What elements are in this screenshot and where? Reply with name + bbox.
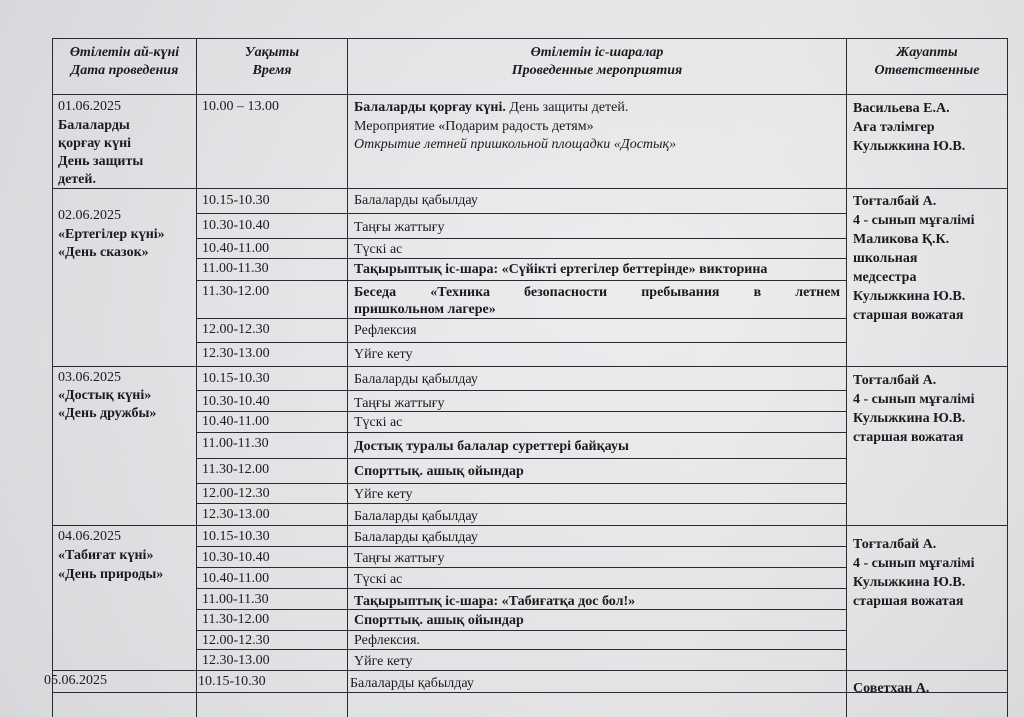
schedule-time: 10.40-11.00 <box>202 414 270 429</box>
table-border-right <box>1007 38 1008 717</box>
row-line <box>196 280 847 281</box>
day4-title-line: «Табиғат күні» <box>58 548 154 563</box>
schedule-activity: Таңғы жаттығу <box>354 220 445 235</box>
day1-bottom-line <box>52 188 1008 189</box>
schedule-time: 10.15-10.30 <box>198 674 266 689</box>
row-line <box>196 546 847 547</box>
schedule-time: 10.30-10.40 <box>202 394 270 409</box>
table-border-top <box>52 38 1008 39</box>
day3-responsible: Кулыжкина Ю.В. <box>853 411 966 426</box>
day1-event-line1 <box>354 98 628 117</box>
day4-responsible: Кулыжкина Ю.В. <box>853 575 966 590</box>
day1-title-line: қорғау күні <box>58 136 132 151</box>
day1-event-bold: Балаларды қорғау күні. <box>354 100 506 115</box>
schedule-activity: Тақырыптық іс-шара: «Табиғатқа дос бол!» <box>354 594 636 609</box>
day5-responsible: Советхан А. <box>853 681 930 696</box>
row-line <box>196 258 847 259</box>
day4-responsible: 4 - сынып мұғалімі <box>853 556 975 571</box>
day2-bottom-line <box>52 366 1008 367</box>
col-divider-time-events <box>347 38 348 717</box>
col-divider-date-time <box>196 38 197 717</box>
schedule-activity: Үйге кету <box>354 347 413 362</box>
schedule-time: 10.40-11.00 <box>202 571 270 586</box>
schedule-activity: Түскі ас <box>354 572 403 587</box>
schedule-activity: Таңғы жаттығу <box>354 396 445 411</box>
row-line <box>196 483 847 484</box>
day4-title-line: «День природы» <box>58 567 164 582</box>
day3-title-line: «День дружбы» <box>58 406 157 421</box>
schedule-activity: Түскі ас <box>354 415 403 430</box>
day2-responsible: 4 - сынып мұғалімі <box>853 213 975 228</box>
schedule-time: 12.00-12.30 <box>202 486 270 501</box>
schedule-activity: Балаларды қабылдау <box>350 676 474 691</box>
day3-title-line: «Достық күні» <box>58 388 152 403</box>
schedule-activity: Спорттық. ашық ойындар <box>354 613 524 628</box>
schedule-time: 10.30-10.40 <box>202 218 270 233</box>
day2-title-line: «День сказок» <box>58 245 149 260</box>
schedule-activity: Түскі ас <box>354 242 403 257</box>
day2-responsible: школьная <box>853 251 918 266</box>
row-line <box>196 432 847 433</box>
day2-title-line: «Ертегілер күні» <box>58 227 165 242</box>
schedule-time: 12.00-12.30 <box>202 633 270 648</box>
row-line <box>196 588 847 589</box>
schedule-time: 10.30-10.40 <box>202 550 270 565</box>
day3-bottom-line <box>52 525 1008 526</box>
day2-responsible: Маликова Қ.К. <box>853 232 950 247</box>
day2-date: 02.06.2025 <box>58 208 121 223</box>
day2-responsible: старшая вожатая <box>853 308 964 323</box>
day2-responsible: медсестра <box>853 270 917 285</box>
row-line <box>196 649 847 650</box>
schedule-time: 11.30-12.00 <box>202 612 270 627</box>
day3-date: 03.06.2025 <box>58 370 121 385</box>
day1-responsible: Васильева Е.А. <box>853 101 950 116</box>
day1-title-line: Балаларды <box>58 118 130 133</box>
schedule-activity: Беседа «Техника безопасности пребывания в летнем <box>354 285 840 300</box>
day1-title-line: детей. <box>58 172 96 187</box>
header-events-ru: Проведенные мероприятия <box>511 63 683 78</box>
day1-responsible: Аға тәлімгер <box>853 120 935 135</box>
schedule-time: 11.00-11.30 <box>202 436 269 451</box>
day1-responsible: Кулыжкина Ю.В. <box>853 139 966 154</box>
schedule-activity: Спорттық. ашық ойындар <box>354 464 524 479</box>
day1-title-line: День защиты <box>58 154 144 169</box>
header-time-ru: Время <box>252 63 292 78</box>
schedule-time: 10.40-11.00 <box>202 241 270 256</box>
day2-responsible: Кулыжкина Ю.В. <box>853 289 966 304</box>
row-line <box>196 458 847 459</box>
schedule-activity: Үйге кету <box>354 654 413 669</box>
schedule-time: 11.00-11.30 <box>202 592 269 607</box>
day1-event-line3: Открытие летней пришкольной площадки «Достық» <box>354 137 677 152</box>
row-line <box>196 411 847 412</box>
day1-time: 10.00 – 13.00 <box>202 99 279 114</box>
row-line <box>196 630 847 631</box>
schedule-activity: Балаларды қабылдау <box>354 530 478 545</box>
day2-responsible: Тоғталбай А. <box>853 194 937 209</box>
schedule-activity: пришкольном лагере» <box>354 302 496 317</box>
schedule-time: 10.15-10.30 <box>202 193 270 208</box>
header-resp-kz: Жауапты <box>896 45 958 60</box>
row-line <box>196 342 847 343</box>
day4-responsible: Тоғталбай А. <box>853 537 937 552</box>
schedule-time: 12.30-13.00 <box>202 346 270 361</box>
header-bottom-line <box>52 94 1008 95</box>
schedule-activity: Үйге кету <box>354 487 413 502</box>
header-time-kz: Уақыты <box>244 45 300 60</box>
row-line <box>196 238 847 239</box>
schedule-activity: Таңғы жаттығу <box>354 551 445 566</box>
schedule-time: 11.30-12.00 <box>202 462 270 477</box>
table-border-left <box>52 38 53 717</box>
header-resp-ru: Ответственные <box>874 63 980 78</box>
day5-date: 05.06.2025 <box>44 673 107 688</box>
day4-date: 04.06.2025 <box>58 529 121 544</box>
schedule-time: 12.30-13.00 <box>202 653 270 668</box>
row-line <box>196 390 847 391</box>
day3-responsible: Тоғталбай А. <box>853 373 937 388</box>
header-date-kz: Өтілетін ай-күні <box>69 45 180 60</box>
schedule-activity: Балаларды қабылдау <box>354 509 478 524</box>
col-divider-events-resp <box>846 38 847 717</box>
row-line <box>196 503 847 504</box>
schedule-activity: Балаларды қабылдау <box>354 193 478 208</box>
schedule-time: 12.30-13.00 <box>202 507 270 522</box>
header-events-kz: Өтілетін іс-шаралар <box>530 45 664 60</box>
schedule-time: 10.15-10.30 <box>202 529 270 544</box>
day3-responsible: 4 - сынып мұғалімі <box>853 392 975 407</box>
row-line <box>196 213 847 214</box>
schedule-time: 10.15-10.30 <box>202 371 270 386</box>
schedule-activity: Тақырыптық іс-шара: «Сүйікті ертегілер беттерінде» викторина <box>354 262 768 277</box>
day1-event-line2: Мероприятие «Подарим радость детям» <box>354 119 594 134</box>
day1-date: 01.06.2025 <box>58 99 121 114</box>
schedule-time: 12.00-12.30 <box>202 322 270 337</box>
schedule-activity: Достық туралы балалар суреттері байқауы <box>354 439 629 454</box>
header-date-ru: Дата проведения <box>70 63 179 78</box>
day1-event-rest: День защиты детей. <box>505 100 629 115</box>
row-line <box>196 318 847 319</box>
day3-responsible: старшая вожатая <box>853 430 964 445</box>
schedule-time: 11.30-12.00 <box>202 284 270 299</box>
row-line <box>196 567 847 568</box>
schedule-activity: Рефлексия <box>354 323 417 338</box>
schedule-activity: Балаларды қабылдау <box>354 372 478 387</box>
day4-responsible: старшая вожатая <box>853 594 964 609</box>
day4-bottom-line <box>52 670 1008 671</box>
schedule-time: 11.00-11.30 <box>202 261 269 276</box>
schedule-activity: Рефлексия. <box>354 633 421 648</box>
